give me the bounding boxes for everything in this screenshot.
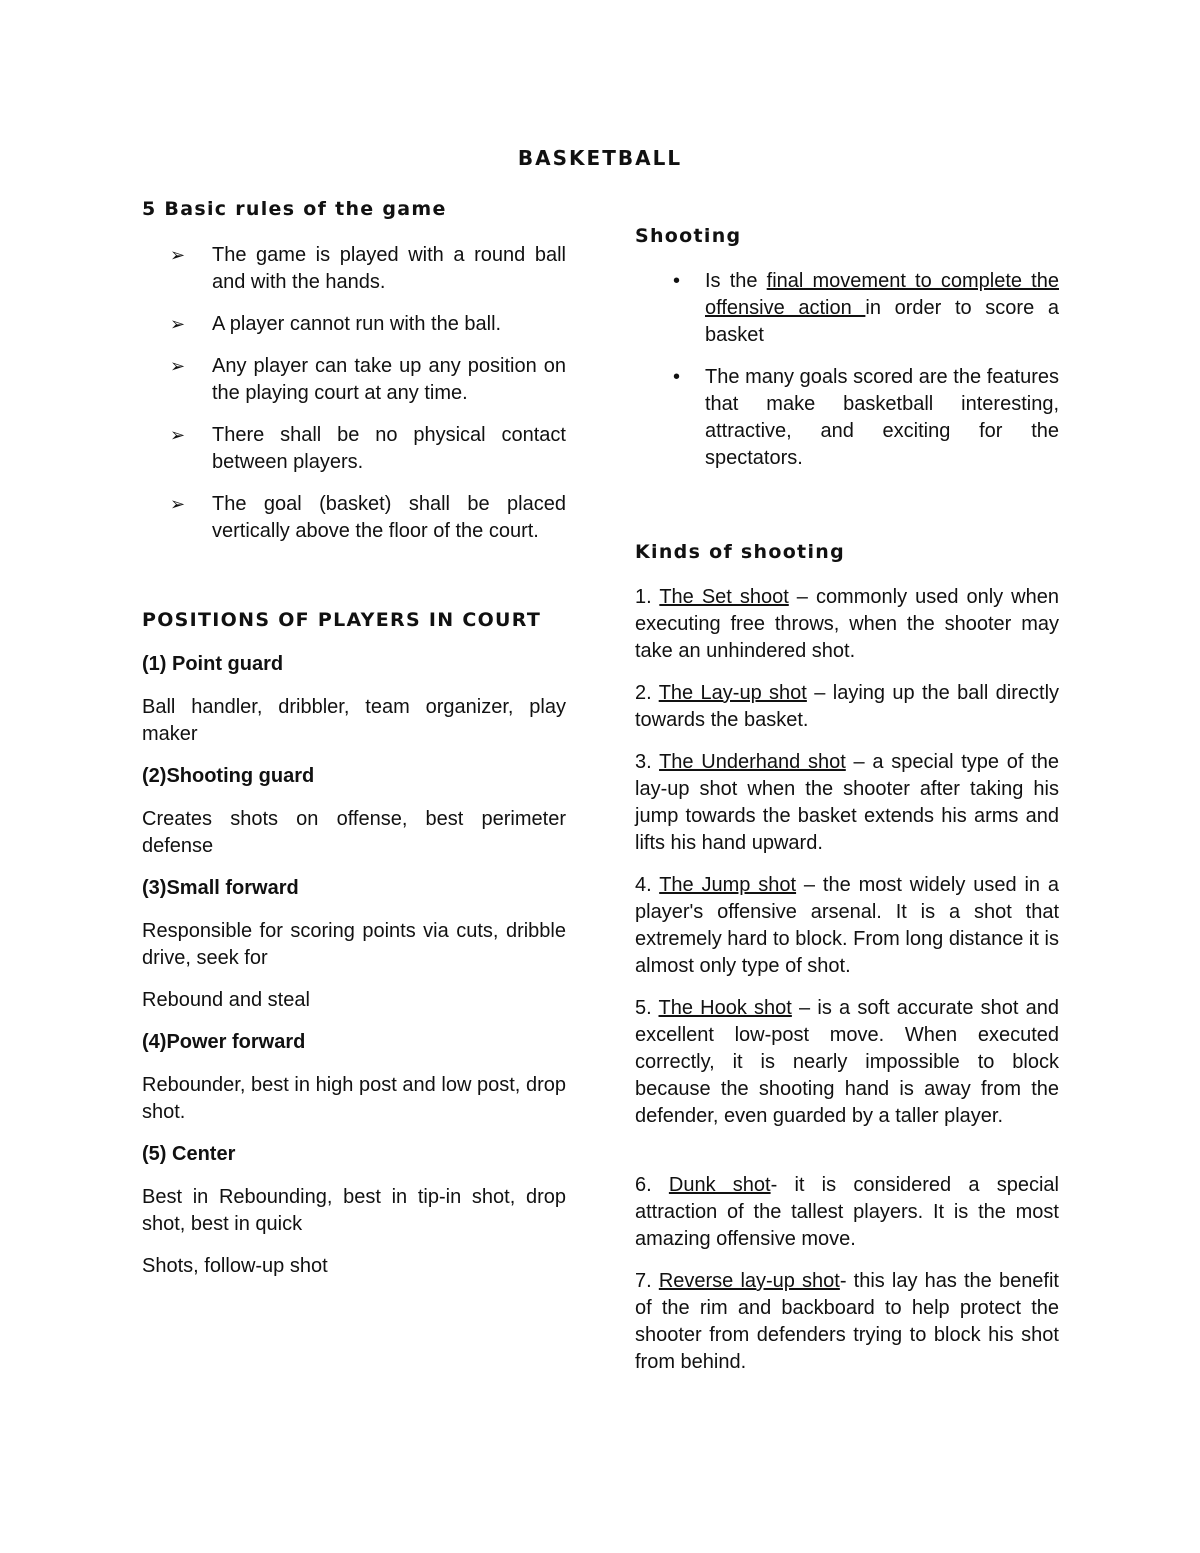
kind-item — [635, 749, 1059, 857]
position-name: (1) Point guard — [142, 653, 284, 675]
kind-description: this lay has the benefit of the rim and backboard to help protect the shooter from defenders trying to block his shot from behind. — [635, 1270, 1059, 1373]
kind-description: laying up the ball directly towards the basket. — [635, 682, 1060, 731]
kind-item — [635, 1268, 1059, 1376]
kind-number: 2. — [635, 682, 659, 704]
kind-description: a special type of the lay-up shot when the shooter after taking his jump towards the basket extends his arms and lifts his hand upward. — [635, 751, 1060, 854]
kind-name: The Hook shot — [658, 997, 792, 1019]
rule-text: There shall be no physical contact between players. — [212, 424, 566, 473]
dot-bullet-icon: • — [673, 270, 681, 292]
kind-separator: - — [839, 1270, 854, 1292]
position-name: (5) Center — [142, 1143, 236, 1165]
arrow-bullet-icon: ➢ — [170, 314, 186, 335]
position-name: (4)Power forward — [142, 1031, 306, 1053]
positions-heading: POSITIONS OF PLAYERS IN COURT — [142, 609, 542, 631]
kind-separator: – — [806, 682, 833, 704]
kind-name: The Underhand shot — [659, 751, 846, 773]
kind-separator: – — [791, 997, 818, 1019]
kind-name: The Jump shot — [659, 874, 797, 896]
shooting-heading: Shooting — [635, 225, 742, 247]
kind-description: it is considered a special attraction of the tallest players. It is the most amazing offensive move. — [635, 1174, 1059, 1250]
arrow-bullet-icon: ➢ — [170, 356, 186, 377]
shooting-bullet-text — [705, 268, 1059, 349]
position-description: Rebounder, best in high post and low post, drop shot. — [142, 1074, 566, 1123]
kind-name: The Lay-up shot — [658, 682, 807, 704]
position-description: Responsible for scoring points via cuts, dribble drive, seek for — [142, 920, 566, 969]
kind-item — [635, 995, 1059, 1130]
arrow-bullet-icon: ➢ — [170, 425, 186, 446]
kind-item — [635, 584, 1059, 665]
kind-name: Reverse lay-up shot — [658, 1270, 840, 1292]
position-description-extra: Rebound and steal — [142, 989, 310, 1011]
kind-item — [635, 872, 1059, 980]
kinds-heading: Kinds of shooting — [635, 541, 845, 563]
position-description: Best in Rebounding, best in tip-in shot, drop shot, best in quick — [142, 1186, 566, 1235]
kind-description: is a soft accurate shot and excellent low-post move. When executed correctly, it is nearly impossible to block because the shooting hand is away from the defender, even guarded by a taller player. — [635, 997, 1060, 1127]
kind-separator: – — [788, 586, 816, 608]
kind-number: 3. — [635, 751, 660, 773]
text-run: Is the — [705, 270, 767, 292]
kind-description: the most widely used in a player's offensive arsenal. It is a shot that extremely hard to block. From long distance it is almost only type of shot. — [635, 874, 1059, 977]
document-title: BASKETBALL — [517, 146, 683, 170]
rule-text: A player cannot run with the ball. — [212, 313, 502, 335]
text-run: in order to score a basket — [705, 297, 1059, 346]
kind-number: 1. — [635, 586, 660, 608]
rule-text: The game is played with a round ball and with the hands. — [212, 244, 566, 293]
kind-number: 6. — [635, 1174, 669, 1196]
position-name: (3)Small forward — [142, 877, 299, 899]
kind-item — [635, 1172, 1059, 1253]
rules-heading: 5 Basic rules of the game — [142, 198, 447, 220]
position-description: Ball handler, dribbler, team organizer, play maker — [142, 696, 566, 745]
position-description: Creates shots on offense, best perimeter defense — [142, 808, 566, 857]
rule-text: Any player can take up any position on the playing court at any time. — [212, 355, 566, 404]
kind-separator: - — [770, 1174, 795, 1196]
kind-item — [635, 680, 1059, 734]
kind-separator: – — [796, 874, 823, 896]
kind-description: commonly used only when executing free throws, when the shooter may take an unhindered shot. — [635, 586, 1059, 662]
rule-text: The goal (basket) shall be placed vertically above the floor of the court. — [212, 493, 566, 542]
kind-number: 5. — [635, 997, 659, 1019]
arrow-bullet-icon: ➢ — [170, 245, 186, 266]
kind-number: 7. — [635, 1270, 659, 1292]
dot-bullet-icon: • — [673, 366, 681, 388]
kind-number: 4. — [635, 874, 660, 896]
arrow-bullet-icon: ➢ — [170, 494, 186, 515]
position-name: (2)Shooting guard — [142, 765, 315, 787]
kind-name: Dunk shot — [668, 1174, 771, 1196]
position-description-extra: Shots, follow-up shot — [142, 1255, 328, 1277]
underlined-text: final movement to complete the offensive action — [705, 270, 1059, 319]
kind-separator: – — [845, 751, 873, 773]
kind-name: The Set shoot — [659, 586, 789, 608]
shooting-bullet-text: The many goals scored are the features that make basketball interesting, attractive, and exciting for the spectators. — [705, 366, 1059, 469]
